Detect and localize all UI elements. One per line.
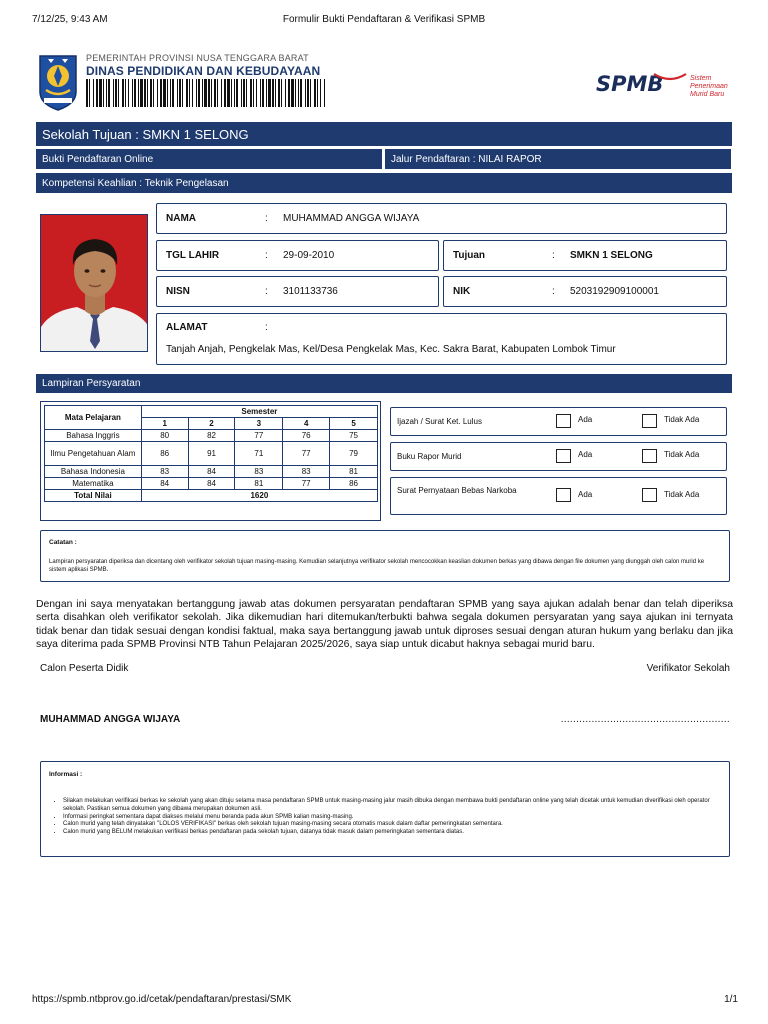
proof-bar [36, 149, 382, 169]
nisn-field [156, 276, 439, 307]
checkbox-yes[interactable] [556, 488, 571, 502]
info-item: • Silakan melakukan verifikasi berkas ke sekolah yang akan dituju selama masa pendaftaran SPMB untuk masing-masing jalur masih dibuka dengan membawa bukti pendaftaran online yang telah dicetak untuk kemudian diverifikasi oleh operator sekolah. Pastikan semua dokumen yang dibawa merupakan dokumen asli. [63, 798, 713, 814]
semester-col: 1 [141, 418, 188, 430]
score-cell: 86 [330, 478, 378, 490]
attachments-bar [36, 374, 732, 393]
subject-cell: Ilmu Pengetahuan Alam [45, 442, 142, 466]
destination-field [443, 240, 727, 271]
score-cell: 80 [141, 430, 188, 442]
name-field [156, 203, 727, 234]
score-cell: 84 [188, 466, 235, 478]
requirement-label: Ijazah / Surat Ket. Lulus [397, 417, 482, 426]
checkbox-yes-label: Ada [578, 415, 593, 424]
page-number: 1/1 [724, 994, 738, 1005]
name-colon: : [265, 213, 268, 224]
competency-bar [36, 173, 732, 193]
print-datetime: 7/12/25, 9:43 AM [32, 14, 108, 25]
province-crest-icon [36, 54, 80, 112]
print-doc-title: Formulir Bukti Pendaftaran & Verifikasi SPMB [282, 14, 486, 25]
table-row [45, 466, 378, 478]
address-field [156, 313, 727, 365]
checkbox-yes[interactable] [556, 449, 571, 463]
track-bar [385, 149, 731, 169]
svg-text:Murid Baru: Murid Baru [690, 91, 725, 98]
checkbox-no[interactable] [642, 449, 657, 463]
info-list [63, 798, 713, 837]
requirement-label: Surat Pernyataan Bebas Narkoba [397, 486, 517, 495]
info-item: • Calon murid yang BELUM melakukan verifikasi berkas pendaftaran pada sekolah tujuan, datanya tidak masuk dalam pemeringkatan sementara diatas. [63, 829, 713, 837]
spmb-logo-icon [596, 70, 732, 100]
requirement-label: Buku Rapor Murid [397, 452, 462, 461]
nisn-label: NISN [166, 286, 190, 297]
semester-col: 4 [283, 418, 330, 430]
checkbox-yes[interactable] [556, 414, 571, 428]
info-item: • Informasi peringkat sementara dapat diakses melalui menu beranda pada akun SPMB kalian masing-masing. [63, 814, 713, 822]
dob-field [156, 240, 439, 271]
svg-text:Sistem: Sistem [690, 75, 712, 82]
student-nisn: 3101133736 [283, 286, 338, 297]
attachments-title: Lampiran Persyaratan [42, 378, 141, 389]
checkbox-no-label: Tidak Ada [664, 490, 700, 499]
checkbox-no[interactable] [642, 488, 657, 502]
student-photo [40, 214, 148, 352]
declaration-text: Dengan ini saya menyatakan bertanggung jawab atas dokumen persyaratan pendaftaran SPMB yang saya ajukan adalah benar dan telah diperiksa serta disahkan oleh verifikator sekolah. Jika dikemudian hari ditemukan/terbukti bahwa segala dokumen persyaratan yang saya ajukan ini ternyata tidak benar dan tidak sesuai dengan kondisi faktual, maka saya bertanggung jawab untuk diproses sesuai dengan aturan hukum yang berlaku dan jika saya diterima pada SPMB Provinsi NTB Tahun Pelajaran 2025/2026, saya siap untuk dicabut haknya sebagai murid baru. [36, 599, 733, 650]
score-cell: 77 [235, 430, 283, 442]
semester-col: 2 [188, 418, 235, 430]
letterhead [36, 52, 732, 114]
competency: Kompetensi Keahlian : Teknik Pengelasan [42, 177, 229, 189]
score-cell: 84 [141, 478, 188, 490]
nisn-colon: : [265, 286, 268, 297]
score-cell: 82 [188, 430, 235, 442]
grades-panel [40, 401, 381, 521]
svg-text:Penerimaan: Penerimaan [690, 83, 728, 90]
table-row [45, 430, 378, 442]
score-cell: 79 [330, 442, 378, 466]
student-photo-image [41, 215, 148, 352]
info-item: • Calon murid yang telah dinyatakan "LOLOS VERIFIKASI" berkas oleh sekolah tujuan masing-masing secara otomatis masuk dalam daftar pemeringkatan sementara. [63, 821, 713, 829]
table-row [45, 478, 378, 490]
checkbox-yes-label: Ada [578, 490, 593, 499]
total-value: 1620 [141, 490, 377, 502]
score-cell: 75 [330, 430, 378, 442]
barcode-icon [86, 79, 326, 107]
checkbox-no-label: Tidak Ada [664, 450, 700, 459]
student-address: Tanjah Anjah, Pengkelak Mas, Kel/Desa Pengkelak Mas, Kec. Sakra Barat, Kabupaten Lombok Timur [166, 344, 616, 355]
score-cell: 71 [235, 442, 283, 466]
department-name: DINAS PENDIDIKAN DAN KEBUDAYAAN [86, 64, 321, 78]
nik-label: NIK [453, 286, 471, 297]
note-box [40, 530, 730, 582]
info-box [40, 761, 730, 857]
school-destination: Sekolah Tujuan : SMKN 1 SELONG [42, 126, 249, 142]
subject-cell: Bahasa Inggris [45, 430, 142, 442]
info-title: Informasi : [49, 771, 83, 778]
note-title: Catatan : [49, 539, 77, 546]
checkbox-no[interactable] [642, 414, 657, 428]
table-row [45, 442, 378, 466]
subject-cell: Matematika [45, 478, 142, 490]
student-nik: 5203192909100001 [570, 286, 659, 297]
destination-colon: : [552, 250, 555, 261]
semester-col: 5 [330, 418, 378, 430]
requirement-report-book [390, 442, 727, 471]
semester-col: 3 [235, 418, 283, 430]
requirement-drug-free [390, 477, 727, 515]
student-name: MUHAMMAD ANGGA WIJAYA [283, 213, 420, 224]
destination-label: Tujuan [453, 250, 486, 261]
nik-colon: : [552, 286, 555, 297]
nik-field [443, 276, 727, 307]
score-cell: 84 [188, 478, 235, 490]
school-bar [36, 122, 732, 146]
total-row [45, 490, 378, 502]
score-cell: 77 [283, 478, 330, 490]
candidate-label: Calon Peserta Didik [40, 663, 129, 674]
score-cell: 83 [235, 466, 283, 478]
score-cell: 86 [141, 442, 188, 466]
score-cell: 83 [141, 466, 188, 478]
verifier-label: Verifikator Sekolah [646, 663, 730, 674]
grades-table [44, 405, 378, 502]
score-cell: 81 [235, 478, 283, 490]
subject-header: Mata Pelajaran [45, 406, 142, 430]
page-url: https://spmb.ntbprov.go.id/cetak/pendaftaran/prestasi/SMK [32, 994, 292, 1005]
subject-cell: Bahasa Indonesia [45, 466, 142, 478]
score-cell: 77 [283, 442, 330, 466]
student-dob: 29-09-2010 [283, 250, 335, 261]
score-cell: 83 [283, 466, 330, 478]
score-cell: 81 [330, 466, 378, 478]
dob-label: TGL LAHIR [166, 250, 220, 261]
checkbox-no-label: Tidak Ada [664, 415, 700, 424]
government-name: PEMERINTAH PROVINSI NUSA TENGGARA BARAT [86, 53, 309, 63]
checkbox-yes-label: Ada [578, 450, 593, 459]
requirement-diploma [390, 407, 727, 436]
score-cell: 91 [188, 442, 235, 466]
svg-text:SPMB: SPMB [596, 72, 664, 96]
registration-track: Jalur Pendaftaran : NILAI RAPOR [391, 153, 542, 165]
address-label: ALAMAT [166, 322, 208, 333]
address-colon: : [265, 322, 268, 333]
score-cell: 76 [283, 430, 330, 442]
candidate-name: MUHAMMAD ANGGA WIJAYA [40, 714, 181, 725]
name-label: NAMA [166, 213, 196, 224]
verifier-signature-line: ....................................................... [560, 714, 730, 725]
semester-header: Semester [141, 406, 377, 418]
note-text: Lampiran persyaratan diperiksa dan dicentang oleh verifikator sekolah tujuan masing-masing. Kemudian selanjutnya verifikator sekolah mencocokkan keaslian dokumen berkas yang dibawa dengan file dokumen yang diunggah oleh calon murid ke sistem aplikasi SPMB. [49, 559, 705, 573]
total-label: Total Nilai [45, 490, 142, 502]
dob-colon: : [265, 250, 268, 261]
proof-label: Bukti Pendaftaran Online [42, 153, 154, 165]
destination-school: SMKN 1 SELONG [570, 250, 653, 261]
print-header [0, 14, 768, 28]
